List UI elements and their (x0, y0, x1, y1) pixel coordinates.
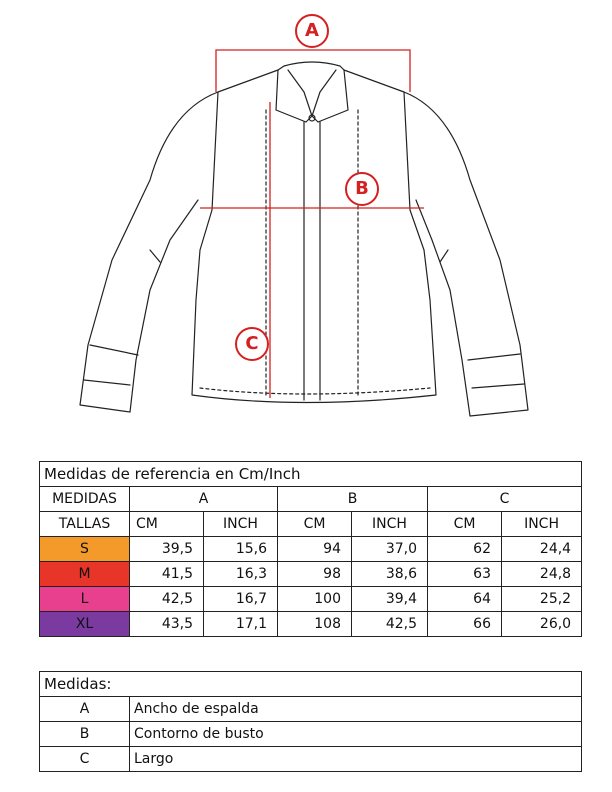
hem-line (200, 388, 430, 394)
legend-text: Ancho de espalda (130, 697, 582, 722)
measures-label: MEDIDAS (40, 487, 130, 512)
right-cuff-line (472, 384, 524, 388)
value-cell: 62 (428, 537, 502, 562)
legend-letter: C (40, 747, 130, 772)
placket (304, 122, 320, 400)
size-cell-m: M (40, 562, 130, 587)
value-cell: 94 (278, 537, 352, 562)
collar (276, 62, 348, 122)
value-cell: 16,7 (204, 587, 278, 612)
right-sleeve (404, 92, 528, 416)
value-cell: 63 (428, 562, 502, 587)
table-row (40, 612, 582, 637)
left-cuff (90, 345, 138, 355)
size-cell-xl: XL (40, 612, 130, 637)
marker-a: A (295, 14, 329, 48)
measure-line-a (216, 50, 410, 92)
value-cell: 66 (428, 612, 502, 637)
legend-row (40, 722, 582, 747)
value-cell: 98 (278, 562, 352, 587)
unit-header: CM (130, 512, 204, 537)
group-c: C (428, 487, 582, 512)
value-cell: 108 (278, 612, 352, 637)
size-cell-s: S (40, 537, 130, 562)
value-cell: 26,0 (502, 612, 582, 637)
right-cuff (468, 354, 520, 360)
legend-title: Medidas: (40, 672, 582, 697)
collar-band (288, 70, 336, 116)
value-cell: 39,4 (352, 587, 428, 612)
value-cell: 17,1 (204, 612, 278, 637)
value-cell: 43,5 (130, 612, 204, 637)
size-cell-l: L (40, 587, 130, 612)
value-cell: 38,6 (352, 562, 428, 587)
value-cell: 42,5 (352, 612, 428, 637)
value-cell: 25,2 (502, 587, 582, 612)
group-a: A (130, 487, 278, 512)
group-b: B (278, 487, 428, 512)
left-cuff-line (84, 380, 130, 385)
legend-row (40, 747, 582, 772)
legend-table (39, 671, 582, 772)
value-cell: 100 (278, 587, 352, 612)
value-cell: 39,5 (130, 537, 204, 562)
legend-text: Contorno de busto (130, 722, 582, 747)
value-cell: 41,5 (130, 562, 204, 587)
unit-header: INCH (204, 512, 278, 537)
value-cell: 24,4 (502, 537, 582, 562)
value-cell: 24,8 (502, 562, 582, 587)
table-row (40, 562, 582, 587)
unit-header: INCH (502, 512, 582, 537)
value-cell: 64 (428, 587, 502, 612)
value-cell: 16,3 (204, 562, 278, 587)
left-sleeve (80, 92, 218, 412)
table-row (40, 587, 582, 612)
table-row (40, 537, 582, 562)
unit-header: CM (428, 512, 502, 537)
size-table (39, 461, 582, 637)
legend-letter: A (40, 697, 130, 722)
value-cell: 42,5 (130, 587, 204, 612)
unit-header: INCH (352, 512, 428, 537)
legend-letter: B (40, 722, 130, 747)
legend-text: Largo (130, 747, 582, 772)
marker-c: C (235, 327, 269, 361)
unit-header: CM (278, 512, 352, 537)
value-cell: 37,0 (352, 537, 428, 562)
legend-row (40, 697, 582, 722)
size-table-title: Medidas de referencia en Cm/Inch (40, 462, 582, 487)
sizes-label: TALLAS (40, 512, 130, 537)
marker-b: B (345, 172, 379, 206)
value-cell: 15,6 (204, 537, 278, 562)
